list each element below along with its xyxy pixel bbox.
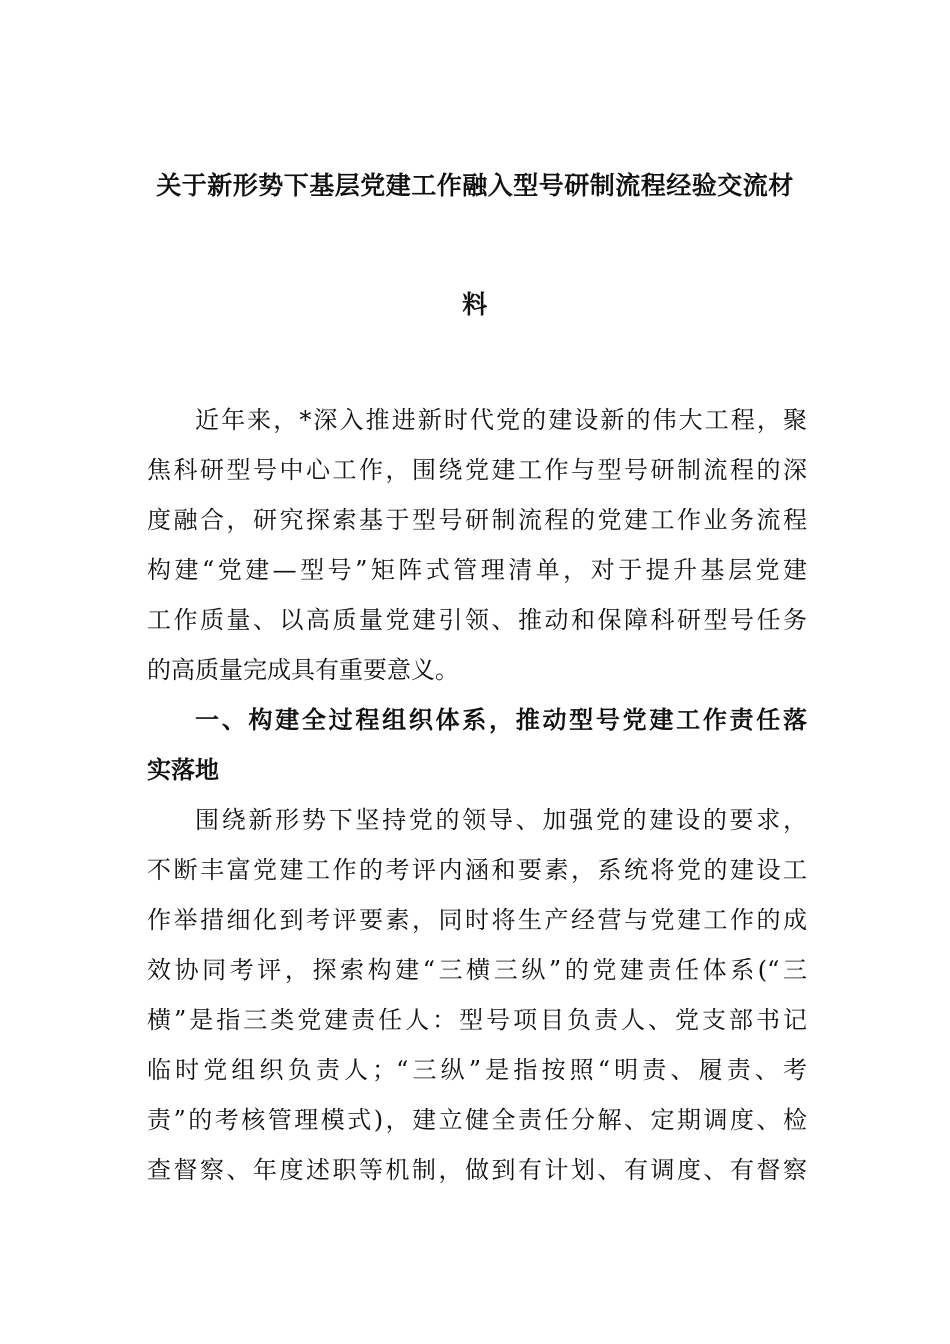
paragraph-2-line-5: 横”是指三类党建责任人：型号项目负责人、党支部书记 bbox=[147, 1006, 807, 1034]
paragraph-2-line-1: 围绕新形势下坚持党的领导、加强党的建设的要求， bbox=[195, 806, 807, 834]
document-title-line-2: 料 bbox=[462, 290, 488, 319]
paragraph-1-line-2: 焦科研型号中心工作，围绕党建工作与型号研制流程的深 bbox=[147, 456, 807, 484]
paragraph-1-line-6: 的高质量完成具有重要意义。 bbox=[147, 656, 459, 684]
paragraph-1-line-3: 度融合，研究探索基于型号研制流程的党建工作业务流程 bbox=[147, 506, 807, 534]
paragraph-2-line-8: 查督察、年度述职等机制，做到有计划、有调度、有督察 bbox=[147, 1156, 807, 1184]
paragraph-2-line-7: 责”的考核管理模式)，建立健全责任分解、定期调度、检 bbox=[147, 1106, 807, 1134]
document-title-line-1: 关于新形势下基层党建工作融入型号研制流程经验交流材 bbox=[156, 171, 794, 200]
paragraph-2-line-6: 临时党组织负责人；“三纵”是指按照“明责、履责、考 bbox=[147, 1056, 807, 1084]
paragraph-1-line-1: 近年来，*深入推进新时代党的建设新的伟大工程，聚 bbox=[195, 406, 807, 434]
paragraph-2-line-4: 效协同考评，探索构建“三横三纵”的党建责任体系(“三 bbox=[147, 956, 807, 984]
section-heading-1-line-2: 实落地 bbox=[147, 755, 219, 784]
section-heading-1-line-1: 一、构建全过程组织体系，推动型号党建工作责任落 bbox=[195, 705, 807, 734]
paragraph-1-line-5: 工作质量、以高质量党建引领、推动和保障科研型号任务 bbox=[147, 606, 807, 634]
paragraph-1-line-4: 构建“党建—型号”矩阵式管理清单，对于提升基层党建 bbox=[147, 556, 807, 584]
paragraph-2-line-3: 作举措细化到考评要素，同时将生产经营与党建工作的成 bbox=[147, 906, 807, 934]
paragraph-2-line-2: 不断丰富党建工作的考评内涵和要素，系统将党的建设工 bbox=[147, 856, 807, 884]
